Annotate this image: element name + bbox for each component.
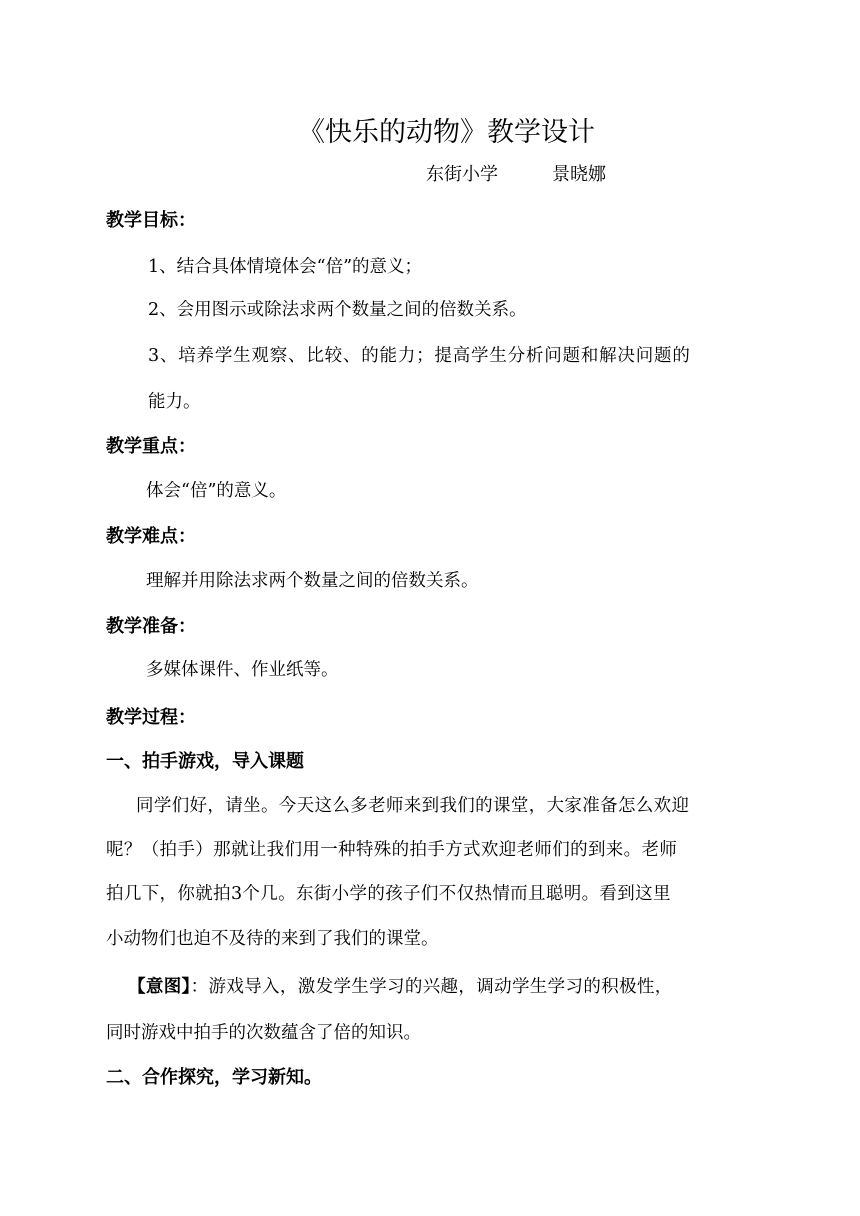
intent-label: 【意图】 (128, 977, 191, 997)
section1-paragraph-line: 呢？（拍手）那就让我们用一种特殊的拍手方式欢迎老师们的到来。老师 (106, 840, 678, 860)
section1-paragraph-line: 同学们好，请坐。今天这么多老师来到我们的课堂，大家准备怎么欢迎 (136, 796, 690, 816)
key-point-text: 体会“倍”的意义。 (146, 481, 287, 501)
intent-text-continued: 同时游戏中拍手的次数蕴含了倍的知识。 (106, 1023, 421, 1043)
intent-text: ：游戏导入，激发学生学习的兴趣，调动学生学习的积极性， (190, 977, 673, 997)
objective-item: 1、结合具体情境体会“倍”的意义； (148, 257, 423, 277)
section1-heading: 一、拍手游戏，导入课题 (106, 751, 304, 772)
section1-paragraph-line: 小动物们也迫不及待的来到了我们的课堂。 (106, 929, 439, 949)
preparation-heading: 教学准备： (106, 616, 196, 637)
author-school: 东街小学 (426, 164, 498, 185)
objective-item: 3、培养学生观察、比较、的能力；提高学生分析问题和解决问题的 (148, 346, 691, 366)
section2-heading: 二、合作探究，学习新知。 (106, 1067, 322, 1088)
process-heading: 教学过程： (106, 707, 196, 728)
preparation-text: 多媒体课件、作业纸等。 (146, 660, 339, 680)
key-point-heading: 教学重点： (106, 436, 196, 457)
author-name: 景晓娜 (552, 164, 606, 185)
objective-item-continued: 能力。 (148, 392, 201, 412)
section1-paragraph-line: 拍几下，你就拍3个几。东街小学的孩子们不仅热情而且聪明。看到这里 (106, 884, 671, 904)
objectives-heading: 教学目标： (106, 210, 196, 231)
intent-line (128, 973, 673, 998)
objective-item: 2、会用图示或除法求两个数量之间的倍数关系。 (148, 300, 527, 320)
difficulty-text: 理解并用除法求两个数量之间的倍数关系。 (146, 571, 479, 591)
author-line (426, 160, 606, 186)
difficulty-heading: 教学难点： (106, 526, 196, 547)
document-title: 《快乐的动物》教学设计 (298, 117, 595, 148)
